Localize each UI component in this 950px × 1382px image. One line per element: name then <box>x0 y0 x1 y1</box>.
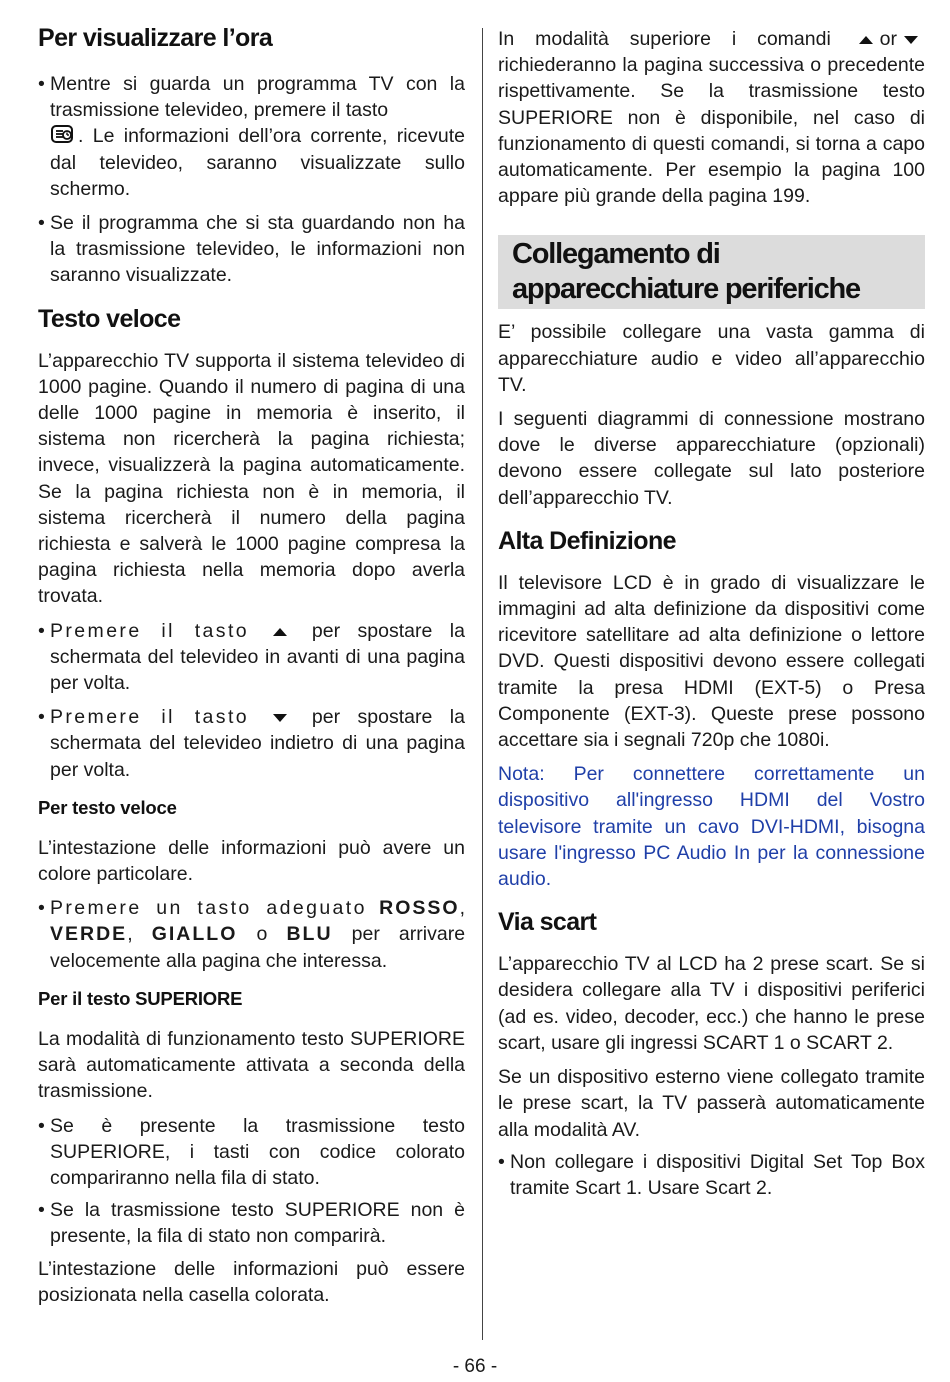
heading-per-visualizzare-ora: Per visualizzare l’ora <box>38 24 273 52</box>
heading-per-testo-superiore: Per il testo SUPERIORE <box>38 987 243 1009</box>
list-item <box>38 71 465 202</box>
list-item <box>38 704 465 783</box>
bullet: • <box>38 1199 45 1222</box>
superiore-commands-paragraph <box>498 26 925 209</box>
comma: , <box>459 897 465 920</box>
key-rosso: ROSSO <box>379 897 460 920</box>
section-title-line-2: apparecchiature periferiche <box>512 273 860 306</box>
ora-bullet-1-post: . Le informazioni dell’ora corrente, ricevute dal televideo, saranno visualizzate sullo schermo. <box>50 125 465 200</box>
heading-testo-veloce: Testo veloce <box>38 304 181 333</box>
scart-bullet-1: Non collegare i dispositivi Digital Set Top Box tramite Scart 1. Usare Scart 2. <box>510 1150 925 1199</box>
heading-per-testo-veloce: Per testo veloce <box>38 796 177 818</box>
comma: , <box>127 923 133 946</box>
key-blu: BLU <box>286 923 333 946</box>
tv-bullet-1-post: per spostare la schermata del televideo in avanti di una pagina per volta. <box>50 619 465 695</box>
superiore-bullet-1: Se è presente la trasmissione testo SUPERIORE, i tasti con codice colorato compariranno nella fila di stato. <box>50 1114 465 1189</box>
bullet: • <box>38 619 45 642</box>
collegamento-paragraph-1: E’ possibile collegare una vasta gamma di apparecchiature audio e video all’apparecchio TV. <box>498 321 925 396</box>
page-number: - 66 - <box>452 1356 498 1377</box>
down-arrow-icon <box>903 35 919 45</box>
list-item <box>38 1197 465 1249</box>
key-verde: VERDE <box>50 923 128 946</box>
ora-bullet-2: Se il programma che si sta guardando non ha la trasmissione televideo, le informazioni non saranno visualizzate. <box>50 212 465 287</box>
heading-alta-definizione: Alta Definizione <box>498 526 676 555</box>
alta-definizione-paragraph: Il televisore LCD è in grado di visualizzare le immagini ad alta definizione da dispositivi come ricevitore satellitare ad alta definizione o lettore DVD. Questi dispositivi devono essere collegati tramite la presa HDMI (EXT-5) o Presa Componente (EXT-3). Queste prese possono accettare sia i segnali 720p che 1080i. <box>498 571 925 752</box>
commands-pre: In modalità superiore i comandi <box>498 28 831 50</box>
bullet: • <box>38 1114 45 1137</box>
testo-veloce-paragraph: L’apparecchio TV supporta il sistema televideo di 1000 pagine. Quando il numero di pagina di una delle 1000 pagine in memoria è inserito, il sistema non ricercherà la pagina richiesta; invece, visualizzerà la pagina automaticamente. Se la pagina richiesta non è in memoria, il sistema ricercherà il numero della pagina richiesta e salverà le 1000 pagine compresa la pagina richiesta nella memoria dopo averla trovata. <box>38 349 465 608</box>
tv-bullet-1-pre: Premere il tasto <box>50 619 250 642</box>
hdmi-note: Nota: Per connettere correttamente un dispositivo all'ingresso HDMI del Vostro televisore tramite un cavo DVI-HDMI, bisogna usare l'ingresso PC Audio In per la connessione audio. <box>498 763 925 891</box>
heading-via-scart: Via scart <box>498 908 597 937</box>
key-giallo: GIALLO <box>151 923 238 946</box>
list-item <box>38 895 465 974</box>
bullet: • <box>38 897 45 920</box>
down-arrow-icon <box>272 713 288 723</box>
bullet: • <box>38 212 45 235</box>
teletext-time-icon <box>50 124 76 146</box>
bullet: • <box>498 1150 505 1173</box>
superiore-bullet-2: Se la trasmissione testo SUPERIORE non è presente, la fila di stato non comparirà. <box>50 1199 465 1248</box>
ptv-bullet-post: per arrivare velocemente alla pagina che interessa. <box>50 923 466 972</box>
section-title <box>512 237 915 307</box>
ptv-bullet-pre: Premere un tasto adeguato <box>50 897 367 920</box>
per-testo-veloce-paragraph: L’intestazione delle informazioni può avere un colore particolare. <box>38 836 465 886</box>
up-arrow-icon <box>272 627 288 637</box>
list-item <box>38 618 465 697</box>
scart-paragraph-1: L’apparecchio TV al LCD ha 2 prese scart. Se si desidera collegare alla TV i dispositivi periferici (ad es. video, decoder, ecc.) che hanno le prese scart, usare gli ingressi SCART 1 o SCART 2. <box>498 953 925 1054</box>
word-or: or <box>879 28 897 50</box>
word-o: o <box>256 923 268 946</box>
tv-bullet-2-pre: Premere il tasto <box>50 706 250 729</box>
column-divider <box>482 28 483 1340</box>
list-item <box>38 210 465 289</box>
up-arrow-icon <box>858 35 874 45</box>
commands-post: richiederanno la pagina successiva o precedente rispettivamente. Se la trasmissione testo SUPERIORE non è disponibile, nel caso di funzionamento di questi comandi, si torna a capo automaticamente. Per esempio la pagina 100 appare più grande della pagina 199. <box>498 54 925 208</box>
section-title-box <box>498 235 925 309</box>
ora-bullet-1-pre: Mentre si guarda un programma TV con la trasmissione televideo, premere il tasto <box>50 73 465 122</box>
bullet: • <box>38 706 45 729</box>
superiore-paragraph-2: L’intestazione delle informazioni può essere posizionata nella casella colorata. <box>38 1257 465 1306</box>
right-column <box>498 22 925 1201</box>
tv-bullet-2-post: per spostare la schermata del televideo indietro di una pagina per volta. <box>50 706 465 781</box>
scart-paragraph-2: Se un dispositivo esterno viene collegato tramite le prese scart, la TV passerà automaticamente alla modalità AV. <box>498 1066 925 1141</box>
list-item <box>38 1113 465 1192</box>
collegamento-paragraph-2: I seguenti diagrammi di connessione mostrano dove le diverse apparecchiature (opzionali) devono essere collegate sul lato posteriore dell’apparecchio TV. <box>498 408 925 509</box>
left-column <box>38 22 465 1308</box>
section-title-line-1: Collegamento di <box>512 238 720 271</box>
bullet: • <box>38 73 45 95</box>
superiore-paragraph-1: La modalità di funzionamento testo SUPERIORE sarà automaticamente attivata a seconda della trasmissione. <box>38 1027 465 1103</box>
list-item <box>498 1149 925 1201</box>
